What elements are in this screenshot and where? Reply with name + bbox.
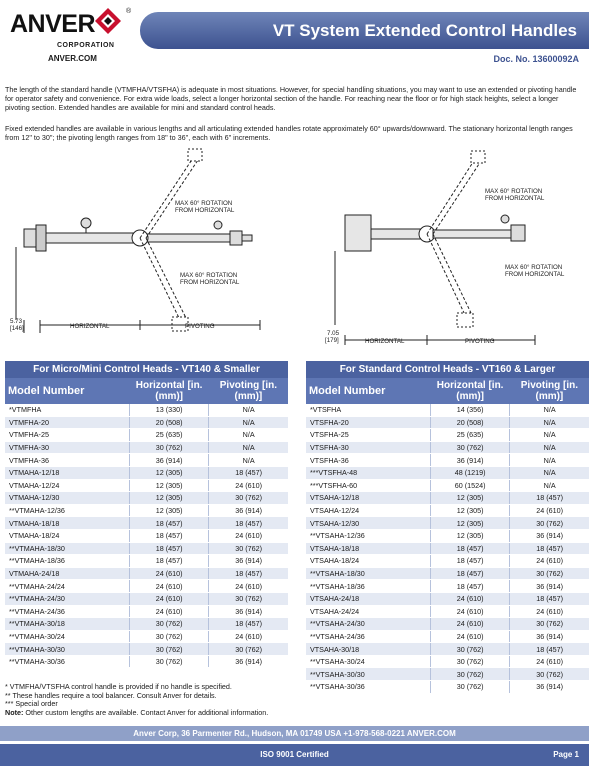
cell-horizontal: 18 (457) [431, 555, 510, 568]
diagram-standard [305, 145, 585, 355]
right-rotation-lower-line2: FROM HORIZONTAL [505, 271, 565, 278]
cell-model: VTSAHA-18/18 [306, 542, 431, 555]
note-text: Other custom lengths are available. Contact Anver for additional information. [23, 707, 269, 717]
cell-horizontal: 30 (762) [431, 668, 510, 681]
cell-horizontal: 12 (305) [130, 466, 209, 479]
cell-model: *VTSFHA [306, 404, 431, 416]
cell-model: **VTSAHA-30/36 [306, 681, 431, 694]
table-row [306, 605, 589, 618]
cell-model: **VTMAHA-24/36 [5, 605, 130, 618]
cell-horizontal: 13 (330) [130, 404, 209, 416]
cell-pivoting: 18 (457) [510, 492, 589, 505]
right-pivoting-label: PIVOTING [465, 338, 495, 345]
cell-pivoting: 30 (762) [209, 592, 288, 605]
note-line [5, 709, 268, 718]
table-row [306, 517, 589, 530]
cell-pivoting: 24 (610) [510, 555, 589, 568]
cell-horizontal: 18 (457) [431, 542, 510, 555]
cell-horizontal: 20 (508) [431, 416, 510, 429]
cell-pivoting: 36 (914) [510, 681, 589, 694]
left-rotation-lower-line2: FROM HORIZONTAL [180, 279, 240, 286]
cell-pivoting: 36 (914) [209, 504, 288, 517]
cell-horizontal: 30 (762) [130, 618, 209, 631]
cell-horizontal: 24 (610) [431, 605, 510, 618]
logo-diamond-icon [95, 8, 121, 34]
cell-model: VTMFHA-25 [5, 429, 130, 442]
cell-model: **VTMAHA-30/24 [5, 630, 130, 643]
cell-model: ***VTSFHA-48 [306, 466, 431, 479]
right-dim-height: 7.05 [327, 330, 340, 337]
cell-pivoting: N/A [209, 416, 288, 429]
cell-horizontal: 24 (610) [431, 592, 510, 605]
right-dim-height-mm: [179] [325, 337, 339, 344]
table-row [306, 580, 589, 593]
cell-model: **VTSAHA-24/30 [306, 618, 431, 631]
cell-model: VTSFHA-30 [306, 441, 431, 454]
cell-horizontal: 25 (635) [130, 429, 209, 442]
table-row [5, 529, 288, 542]
cell-horizontal: 24 (610) [130, 567, 209, 580]
cell-pivoting: N/A [510, 441, 589, 454]
cell-pivoting: 30 (762) [209, 542, 288, 555]
logo-text: ANVER [10, 10, 96, 38]
left-rotation-upper-line2: FROM HORIZONTAL [175, 207, 235, 214]
cell-model: VTMAHA-12/24 [5, 479, 130, 492]
table-row [5, 517, 288, 530]
table-row [306, 404, 589, 416]
cell-pivoting: 18 (457) [510, 592, 589, 605]
footnote-2: ** These handles require a tool balancer. Consult Anver for details. [5, 690, 217, 700]
logo-url[interactable]: ANVER.COM [48, 54, 97, 63]
cell-pivoting: 30 (762) [510, 668, 589, 681]
table-micro-mini [5, 361, 288, 668]
cell-horizontal: 30 (762) [431, 681, 510, 694]
table-row [306, 567, 589, 580]
cell-pivoting: 24 (610) [209, 630, 288, 643]
right-horizontal-label: HORIZONTAL [365, 338, 405, 345]
cell-horizontal: 18 (457) [130, 555, 209, 568]
cell-pivoting: 30 (762) [510, 618, 589, 631]
title-bar [140, 12, 589, 49]
cell-model: VTSAHA-12/30 [306, 517, 431, 530]
cell-pivoting: 36 (914) [510, 630, 589, 643]
table-row [306, 441, 589, 454]
cell-model: **VTMAHA-24/30 [5, 592, 130, 605]
cell-pivoting: 24 (610) [209, 479, 288, 492]
cell-model: VTMAHA-12/30 [5, 492, 130, 505]
cell-pivoting: 24 (610) [510, 504, 589, 517]
table-row [5, 655, 288, 668]
cell-model: VTSFHA-36 [306, 454, 431, 467]
cell-pivoting: 30 (762) [209, 492, 288, 505]
right-rotation-upper-line1: MAX 60° ROTATION [485, 188, 543, 195]
cell-pivoting: N/A [209, 429, 288, 442]
cell-pivoting: 24 (610) [209, 580, 288, 593]
left-pivoting-label: PIVOTING [185, 323, 215, 330]
table-row [306, 492, 589, 505]
table-title: For Standard Control Heads - VT160 & Larger [306, 361, 589, 378]
table-row [5, 429, 288, 442]
cell-pivoting: N/A [510, 466, 589, 479]
table-row [5, 542, 288, 555]
cell-horizontal: 25 (635) [431, 429, 510, 442]
cell-horizontal: 30 (762) [431, 643, 510, 656]
table-row [306, 454, 589, 467]
table-row [306, 429, 589, 442]
cell-pivoting: 36 (914) [510, 580, 589, 593]
table-header-row [5, 378, 288, 404]
cell-model: VTSAHA-12/18 [306, 492, 431, 505]
cell-horizontal: 30 (762) [431, 655, 510, 668]
cell-model: **VTSAHA-18/30 [306, 567, 431, 580]
page-title: VT System Extended Control Handles [272, 21, 577, 40]
cell-horizontal: 30 (762) [130, 441, 209, 454]
cell-pivoting: N/A [510, 404, 589, 416]
table-row [5, 416, 288, 429]
table-row [5, 567, 288, 580]
cell-pivoting: N/A [510, 479, 589, 492]
table-row [306, 416, 589, 429]
cell-model: *VTMFHA [5, 404, 130, 416]
left-dim-height: 5.73 [10, 318, 23, 325]
cell-pivoting: 18 (457) [209, 567, 288, 580]
table-row [5, 466, 288, 479]
cell-horizontal: 60 (1524) [431, 479, 510, 492]
table-row [5, 555, 288, 568]
column-header-horizontal: Horizontal [in. (mm)] [436, 380, 504, 402]
cell-model: **VTSAHA-30/24 [306, 655, 431, 668]
cell-horizontal: 18 (457) [431, 567, 510, 580]
cell-model: **VTMAHA-12/36 [5, 504, 130, 517]
doc-number: Doc. No. 13600092A [493, 54, 579, 64]
cell-horizontal: 12 (305) [130, 492, 209, 505]
cell-pivoting: 30 (762) [510, 517, 589, 530]
table-row [306, 668, 589, 681]
intro-paragraph-1: The length of the standard handle (VTMFHA/VTSFHA) is adequate in most situations. However, for special handling situations, you may want to use an extended or pivoting handle for operator safety and convenience. For extra wide loads, select a longer horizontal section of the handle. For reaching near the floor or for high stack heights, select a longer pivoting section. Extended handles are available for mini and standard control heads. [5, 85, 577, 113]
column-header-pivoting: Pivoting [in. (mm)] [520, 380, 578, 402]
cell-horizontal: 24 (610) [130, 605, 209, 618]
left-rotation-lower-line1: MAX 60° ROTATION [180, 272, 238, 279]
cell-model: **VTMAHA-18/36 [5, 555, 130, 568]
table-row [5, 605, 288, 618]
cell-pivoting: 36 (914) [209, 605, 288, 618]
cell-horizontal: 36 (914) [130, 454, 209, 467]
footer-bar [0, 744, 589, 766]
cell-pivoting: 36 (914) [209, 555, 288, 568]
cell-model: **VTMAHA-24/24 [5, 580, 130, 593]
cell-model: VTSAHA-24/24 [306, 605, 431, 618]
footnotes [5, 683, 268, 717]
table-row [306, 542, 589, 555]
table-row [5, 441, 288, 454]
table-row [306, 466, 589, 479]
cell-horizontal: 12 (305) [130, 504, 209, 517]
cell-horizontal: 30 (762) [130, 655, 209, 668]
table-row [5, 630, 288, 643]
cell-pivoting: 24 (610) [510, 605, 589, 618]
table-row [306, 479, 589, 492]
table-row [306, 681, 589, 694]
cell-horizontal: 12 (305) [431, 504, 510, 517]
cell-horizontal: 18 (457) [130, 517, 209, 530]
column-header-model: Model Number [309, 384, 386, 397]
cell-pivoting: N/A [510, 416, 589, 429]
cell-model: **VTMAHA-30/36 [5, 655, 130, 668]
table-row [306, 555, 589, 568]
cell-horizontal: 36 (914) [431, 454, 510, 467]
cell-model: **VTMAHA-30/30 [5, 643, 130, 656]
left-rotation-upper-line1: MAX 60° ROTATION [175, 200, 233, 207]
cell-model: VTMFHA-20 [5, 416, 130, 429]
cell-model: ***VTSFHA-60 [306, 479, 431, 492]
cell-model: **VTSAHA-30/30 [306, 668, 431, 681]
diagram-micro-mini [10, 145, 295, 355]
cell-pivoting: N/A [209, 441, 288, 454]
footer-page-number: Page 1 [553, 750, 579, 759]
cell-pivoting: 18 (457) [510, 542, 589, 555]
cell-horizontal: 18 (457) [431, 580, 510, 593]
cell-model: **VTSAHA-18/36 [306, 580, 431, 593]
table-row [5, 454, 288, 467]
cell-pivoting: 18 (457) [510, 643, 589, 656]
table-row [306, 655, 589, 668]
column-header-horizontal: Horizontal [in. (mm)] [135, 380, 203, 402]
column-header-model: Model Number [8, 384, 85, 397]
cell-model: VTSAHA-30/18 [306, 643, 431, 656]
cell-model: **VTMAHA-18/30 [5, 542, 130, 555]
logo-corporation: CORPORATION [57, 42, 115, 49]
table-row [306, 504, 589, 517]
cell-pivoting: 30 (762) [209, 643, 288, 656]
page-header [0, 0, 589, 72]
cell-pivoting: 18 (457) [209, 466, 288, 479]
table-row [306, 592, 589, 605]
cell-model: VTSFHA-25 [306, 429, 431, 442]
cell-horizontal: 24 (610) [130, 592, 209, 605]
cell-horizontal: 12 (305) [431, 492, 510, 505]
cell-model: VTMFHA-36 [5, 454, 130, 467]
table-row [5, 404, 288, 416]
table-row [5, 479, 288, 492]
cell-horizontal: 30 (762) [431, 441, 510, 454]
cell-model: VTSAHA-24/18 [306, 592, 431, 605]
cell-horizontal: 12 (305) [431, 517, 510, 530]
cell-pivoting: 18 (457) [209, 618, 288, 631]
table-row [306, 643, 589, 656]
cell-pivoting: N/A [209, 404, 288, 416]
cell-horizontal: 24 (610) [130, 580, 209, 593]
cell-horizontal: 12 (305) [431, 529, 510, 542]
cell-pivoting: 30 (762) [510, 567, 589, 580]
cell-horizontal: 14 (356) [431, 404, 510, 416]
cell-pivoting: 24 (610) [209, 529, 288, 542]
cell-horizontal: 24 (610) [431, 618, 510, 631]
cell-pivoting: N/A [510, 429, 589, 442]
cell-model: **VTMAHA-30/18 [5, 618, 130, 631]
cell-model: VTSFHA-20 [306, 416, 431, 429]
cell-model: VTMFHA-30 [5, 441, 130, 454]
table-header-row [306, 378, 589, 404]
logo-registered-mark: ® [126, 8, 132, 15]
table-row [306, 630, 589, 643]
cell-pivoting: 36 (914) [510, 529, 589, 542]
cell-horizontal: 12 (305) [130, 479, 209, 492]
table-row [5, 504, 288, 517]
cell-model: **VTSAHA-24/36 [306, 630, 431, 643]
table-row [5, 618, 288, 631]
footer-iso: ISO 9001 Certified [260, 750, 329, 759]
cell-horizontal: 30 (762) [130, 630, 209, 643]
left-dim-height-mm: [146] [10, 325, 24, 332]
cell-model: VTMAHA-18/24 [5, 529, 130, 542]
footer-address-bar: Anver Corp, 36 Parmenter Rd., Hudson, MA 01749 USA +1-978-568-0221 ANVER.COM [0, 726, 589, 741]
cell-model: **VTSAHA-12/36 [306, 529, 431, 542]
cell-horizontal: 30 (762) [130, 643, 209, 656]
right-rotation-upper-line2: FROM HORIZONTAL [485, 195, 545, 202]
cell-model: VTMAHA-12/18 [5, 466, 130, 479]
table-row [5, 492, 288, 505]
cell-model: VTSAHA-18/24 [306, 555, 431, 568]
table-row [5, 580, 288, 593]
cell-horizontal: 18 (457) [130, 542, 209, 555]
cell-pivoting: 36 (914) [209, 655, 288, 668]
cell-pivoting: 24 (610) [510, 655, 589, 668]
left-horizontal-label: HORIZONTAL [70, 323, 110, 330]
cell-horizontal: 20 (508) [130, 416, 209, 429]
footnote-1: * VTMFHA/VTSFHA control handle is provided if no handle is specified. [5, 682, 232, 691]
table-row [5, 592, 288, 605]
table-standard [306, 361, 589, 694]
cell-pivoting: 18 (457) [209, 517, 288, 530]
cell-horizontal: 24 (610) [431, 630, 510, 643]
cell-model: VTMAHA-24/18 [5, 567, 130, 580]
table-row [306, 529, 589, 542]
cell-model: VTSAHA-12/24 [306, 504, 431, 517]
note-label: Note: [5, 707, 24, 717]
cell-pivoting: N/A [209, 454, 288, 467]
cell-pivoting: N/A [510, 454, 589, 467]
cell-model: VTMAHA-18/18 [5, 517, 130, 530]
table-title: For Micro/Mini Control Heads - VT140 & Smaller [5, 361, 288, 378]
footnote-3: *** Special order [5, 699, 58, 709]
column-header-pivoting: Pivoting [in. (mm)] [219, 380, 277, 402]
table-row [5, 643, 288, 656]
cell-horizontal: 18 (457) [130, 529, 209, 542]
table-row [306, 618, 589, 631]
right-rotation-lower-line1: MAX 60° ROTATION [505, 264, 563, 271]
intro-paragraph-2: Fixed extended handles are available in various lengths and all articulating extended handles rotate approximately 60° upwards/downward. The stationary horizontal length ranges from 12" to 30"; the pivoting length ranges from 18" to 36", each with 6" increments. [5, 124, 573, 143]
cell-horizontal: 48 (1219) [431, 466, 510, 479]
